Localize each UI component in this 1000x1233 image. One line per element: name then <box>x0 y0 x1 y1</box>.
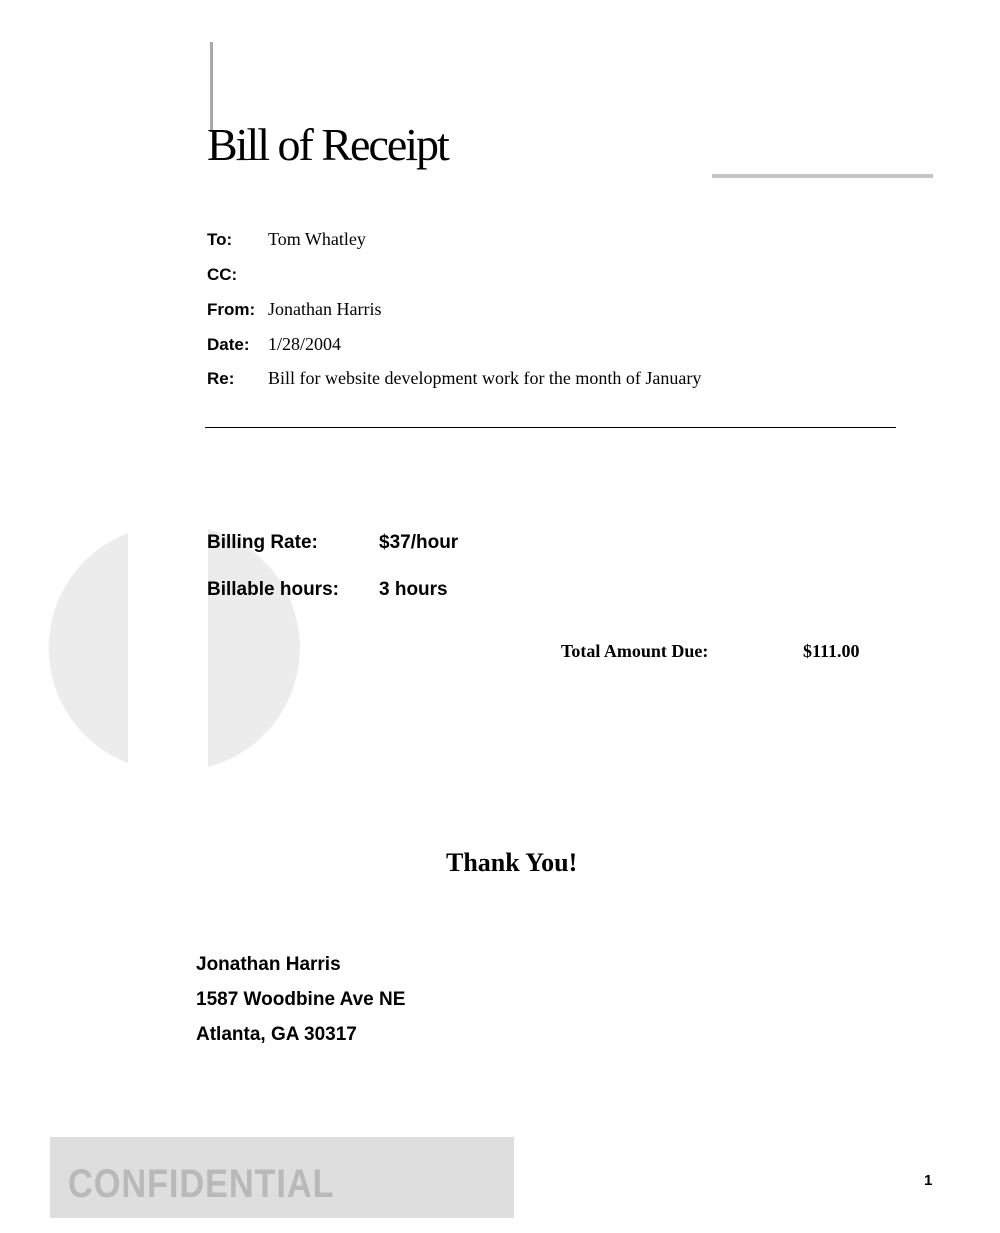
date-label: Date: <box>207 335 250 354</box>
header-divider <box>205 427 896 428</box>
total-amount-value: $111.00 <box>803 641 860 661</box>
watermark-circle-graphic <box>40 525 300 770</box>
billing-rate-label: Billing Rate: <box>207 532 318 553</box>
sender-name: Jonathan Harris <box>196 954 341 975</box>
cc-label: CC: <box>207 265 238 284</box>
re-value: Bill for website development work for the month of January <box>268 368 702 388</box>
from-value: Jonathan Harris <box>268 299 382 319</box>
sender-city: Atlanta, GA 30317 <box>196 1024 357 1045</box>
page-number: 1 <box>924 1172 933 1189</box>
re-label: Re: <box>207 369 235 388</box>
billing-rate-value: $37/hour <box>379 532 459 553</box>
confidential-label: CONFIDENTIAL <box>68 1162 335 1206</box>
page-title: Bill of Receipt <box>207 119 448 170</box>
billable-hours-value: 3 hours <box>379 579 448 600</box>
thank-you-text: Thank You! <box>446 848 578 877</box>
to-label: To: <box>207 230 233 249</box>
to-value: Tom Whatley <box>268 229 366 249</box>
billable-hours-label: Billable hours: <box>207 579 339 600</box>
date-value: 1/28/2004 <box>268 334 342 354</box>
from-label: From: <box>207 300 256 319</box>
total-amount-label: Total Amount Due: <box>561 641 709 661</box>
title-horizontal-rule <box>712 174 933 178</box>
sender-street: 1587 Woodbine Ave NE <box>196 989 406 1010</box>
